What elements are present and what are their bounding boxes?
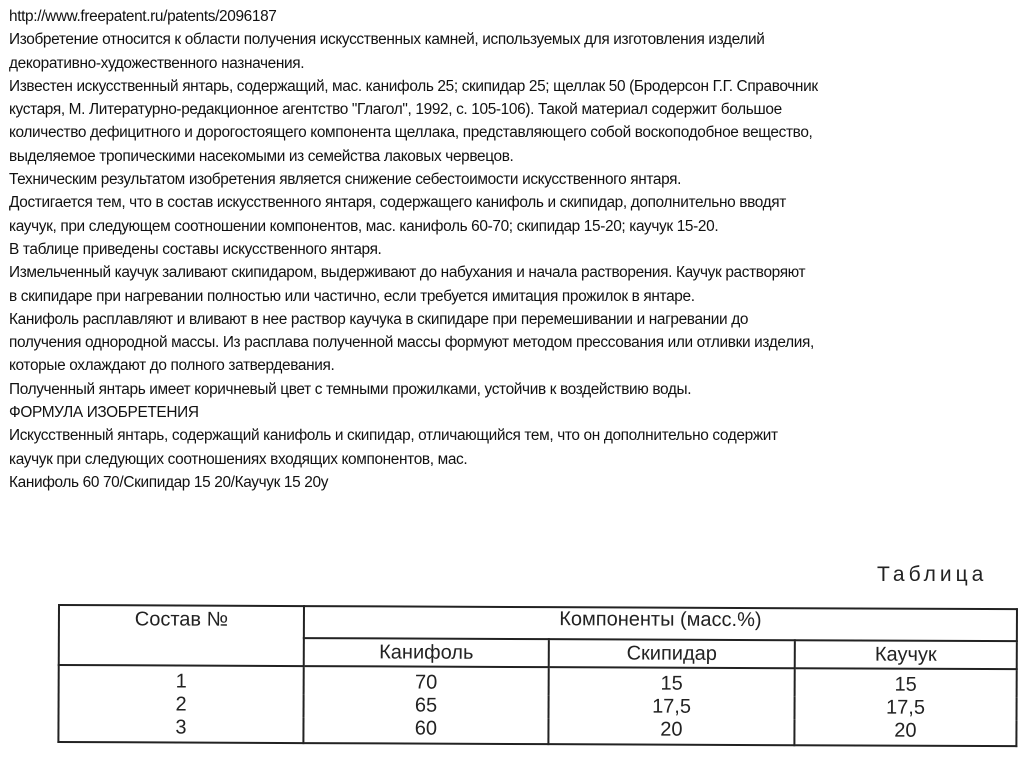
text-line: которые охлаждают до полного затвердевания.	[9, 357, 335, 375]
cell: 20	[548, 718, 794, 745]
header-components: Компоненты (масс.%)	[304, 606, 1017, 641]
text-line: Полученный янтарь имеет коричневый цвет с темными прожилками, устойчив к воздействию воды.	[9, 380, 692, 398]
text-line: выделяемое тропическими насекомыми из семейства лаковых червецов.	[9, 147, 514, 165]
cell: 1	[59, 665, 304, 694]
composition-table	[57, 604, 1018, 747]
text-line: Искусственный янтарь, содержащий канифоль и скипидар, отличающийся тем, что он дополнительно содержит	[9, 427, 778, 445]
cell: 15	[549, 667, 795, 696]
text-line: в скипидаре при нагревании полностью или частично, если требуется имитация прожилок в янтаре.	[9, 287, 695, 305]
cell: 17,5	[549, 695, 795, 719]
header-turpentine: Скипидар	[549, 639, 795, 668]
cell: 3	[58, 716, 303, 743]
text-line: каучук при следующих соотношениях входящих компонентов, мас.	[9, 450, 468, 468]
text-line: получения однородной массы. Из расплава полученной массы формуют методом прессования или отливки изделия,	[9, 334, 814, 352]
table-row	[58, 716, 1016, 746]
header-rosin: Канифоль	[304, 638, 549, 667]
text-line: декоративно-художественного назначения.	[9, 54, 305, 72]
document-text	[9, 5, 818, 494]
cell: 17,5	[795, 696, 1017, 720]
cell: 2	[59, 693, 304, 717]
text-line: Измельченный каучук заливают скипидаром, выдерживают до набухания и начала растворения. Каучук растворяют	[9, 264, 806, 282]
text-line: ФОРМУЛА ИЗОБРЕТЕНИЯ	[9, 404, 199, 422]
header-composition: Состав №	[59, 605, 304, 666]
header-rubber: Каучук	[795, 640, 1017, 669]
text-line: В таблице приведены составы искусственного янтаря.	[9, 240, 382, 258]
cell: 20	[794, 719, 1016, 746]
cell: 15	[795, 668, 1017, 697]
table-caption: Таблица	[877, 563, 988, 586]
text-line: кустаря, М. Литературно-редакционное агентство "Глагол", 1992, с. 105-106). Такой материал содержит большое	[9, 101, 782, 119]
text-line: каучук, при следующем соотношении компонентов, мас. канифоль 60-70; скипидар 15-20; каучук 15-20.	[9, 217, 719, 235]
table-row	[59, 665, 1017, 697]
text-line: количество дефицитного и дорогостоящего компонента щеллака, представляющего собой воскоподобное вещество,	[9, 124, 813, 142]
source-url: http://www.freepatent.ru/patents/2096187	[9, 8, 277, 25]
text-line: Достигается тем, что в состав искусственного янтаря, содержащего канифоль и скипидар, дополнительно вводят	[9, 194, 786, 212]
text-line: Канифоль расплавляют и вливают в нее раствор каучука в скипидаре при перемешивании и нагревании до	[9, 310, 749, 328]
text-line: Изобретение относится к области получения искусственных камней, используемых для изготовления изделий	[9, 31, 765, 49]
cell: 70	[304, 666, 549, 695]
cell: 65	[304, 694, 549, 718]
text-line: Канифоль 60 70/Скипидар 15 20/Каучук 15 20у	[9, 473, 329, 491]
text-line: Техническим результатом изобретения является снижение себестоимости искусственного янтаря.	[9, 171, 682, 189]
cell: 60	[303, 717, 548, 744]
text-line: Известен искусственный янтарь, содержащий, мас. канифоль 25; скипидар 25; щеллак 50 (Бродерсон Г.Г. Справочник	[9, 77, 818, 95]
